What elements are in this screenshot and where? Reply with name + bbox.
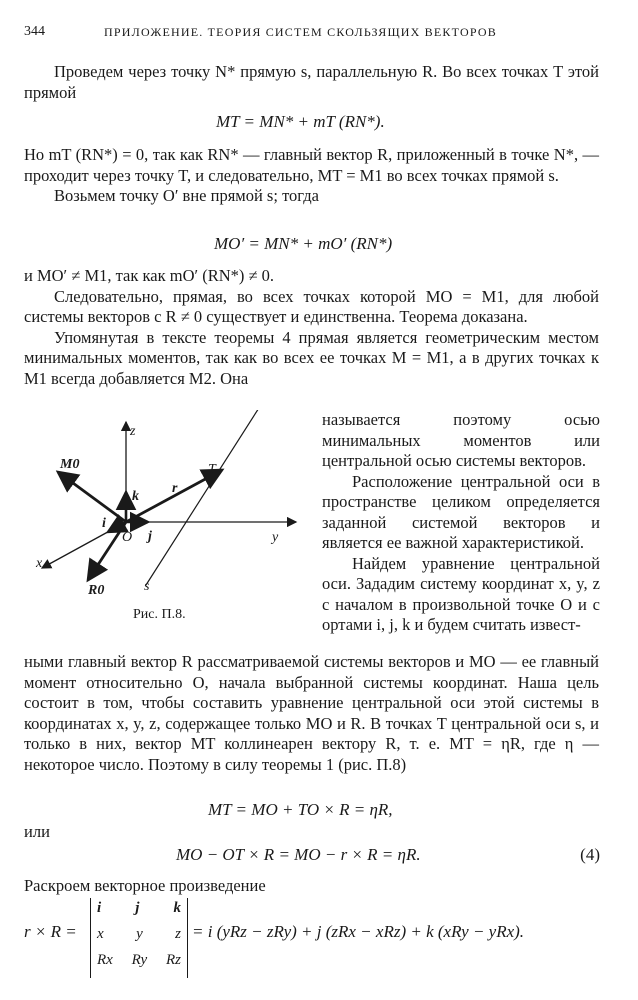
- matrix-row-3: Rx Ry Rz: [97, 952, 181, 968]
- label-o: O: [122, 530, 133, 545]
- vector-r0: [88, 522, 126, 580]
- formula-cross-rhs: = i (yRz − zRy) + j (zRx − xRz) + k (xRy − yRx).: [192, 922, 525, 941]
- running-title: ПРИЛОЖЕНИЕ. ТЕОРИЯ СИСТЕМ СКОЛЬЗЯЩИХ ВЕКТОРОВ: [104, 25, 497, 39]
- label-m0: M0: [60, 457, 80, 472]
- formula-mo-prime: MO′ = MN* + mO′ (RN*): [214, 234, 393, 253]
- label-k: k: [132, 489, 139, 504]
- side-text: называется поэтому осью минимальных моментов или центральной осью системы векторов. Расположение центральной оси в пространстве целиком определяется заданной системой векторов и является ее важной характеристикой. Найдем уравнение центральной оси. Зададим систему координат x, y, z с началом в произвольной точке O и с ортами i, j, k и будем считать извест-: [322, 410, 600, 634]
- label-z: z: [130, 424, 136, 439]
- paragraph-3: и MO′ ≠ M1, так как mO′ (RN*) ≠ 0. Следовательно, прямая, во всех точках которой MO = M1, для любой системы векторов с R ≠ 0 существует и единственна. Теорема доказана. Упомянутая в тексте теоремы 4 прямая является геометрическим местом минимальных моментов, так как во всех ее точках M = M1, а в других точках к M1 всегда добавляется M2. Она: [24, 266, 599, 388]
- label-r0: R0: [88, 583, 105, 598]
- figure-p8: [24, 410, 324, 630]
- vector-m0: [58, 472, 126, 522]
- determinant-matrix: [90, 898, 188, 978]
- page-number: 344: [24, 24, 45, 39]
- matrix-row-1: i j k: [97, 900, 181, 916]
- label-x: x: [36, 556, 43, 571]
- paragraph-1: Проведем через точку N* прямую s, параллельную R. Во всех точках T этой прямой: [24, 62, 599, 102]
- label-j: j: [148, 529, 152, 544]
- vector-r: [126, 470, 222, 522]
- label-r: r: [172, 481, 178, 496]
- matrix-row-2: x y z: [97, 926, 181, 942]
- figure-caption: Рис. П.8.: [133, 607, 186, 622]
- or-word: или: [24, 822, 50, 841]
- paragraph-5: Раскроем векторное произведение: [24, 876, 266, 895]
- label-y: y: [272, 530, 279, 545]
- paragraph-2: Но mT (RN*) = 0, так как RN* — главный вектор R, приложенный в точке N*, — проходит через точку T, и следовательно, MT = M1 во всех точках прямой s. Возьмем точку O′ вне прямой s; тогда: [24, 145, 599, 205]
- page-header: [24, 24, 618, 44]
- paragraph-4: ными главный вектор R рассматриваемой системы векторов и MO — ее главный момент относительно O, начала выбранной системы координат. Наша цель состоит в том, чтобы составить уравнение центральной оси этой системы в координатах x, y, z, содержащее только MO и R. В точках T центральной оси s, и только в них, вектор MT коллинеарен вектору R, т. е. MT = ηR, где η — некоторое число. Поэтому в силу теоремы 1 (рис. П.8): [24, 652, 599, 774]
- formula-mt-eta: MT = MO + TO × R = ηR,: [208, 800, 393, 819]
- label-i: i: [102, 516, 106, 531]
- central-axis-s: [146, 410, 264, 585]
- label-s: s: [144, 579, 150, 594]
- equation-number: (4): [580, 845, 600, 864]
- formula-central-axis: MO − OT × R = MO − r × R = ηR.: [176, 845, 421, 864]
- formula-cross-lhs: r × R =: [24, 922, 77, 941]
- formula-mt: MT = MN* + mT (RN*).: [216, 112, 385, 131]
- label-t: T: [208, 462, 216, 477]
